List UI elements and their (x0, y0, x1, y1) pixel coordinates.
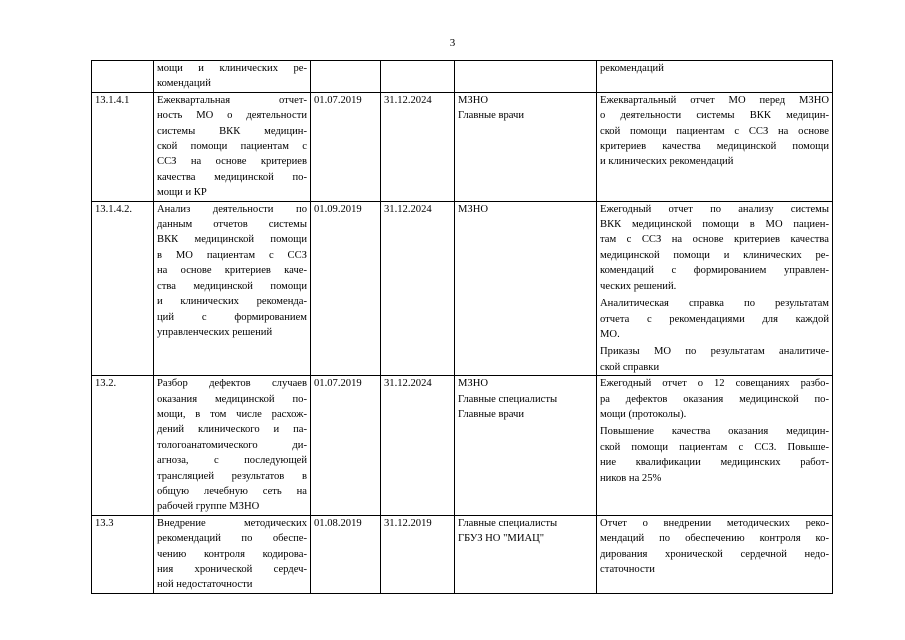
cell-line: чению контроля кодирова- (157, 548, 307, 560)
table-row (92, 376, 833, 516)
measure-name-cell (154, 376, 311, 516)
start-date: 01.09.2019 (314, 203, 362, 215)
row-number-cell (92, 92, 154, 201)
cell-line: Главные специалисты (458, 393, 558, 405)
cell-line: МО. (600, 328, 620, 340)
result-paragraph (600, 296, 829, 342)
result-paragraph (600, 61, 829, 76)
cell-line: и клинических рекомендаций (600, 156, 734, 168)
result-cell (597, 515, 833, 593)
cell-line: ность МО о деятельности (157, 110, 307, 122)
cell-line: Внедрение методических (157, 517, 307, 529)
end-date-cell (381, 515, 455, 593)
cell-line: ной недостаточности (157, 579, 253, 591)
cell-line: Приказы МО по результатам аналитиче- (600, 346, 829, 358)
cell-line: Разбор дефектов случаев (157, 378, 307, 390)
cell-line: агноза, с последующей (157, 455, 307, 467)
cell-line: медицинской помощи и клинических ре- (600, 249, 829, 261)
cell-line: ской помощи пациентам с ССЗ на основе (600, 125, 829, 137)
cell-line: рекомендаций (600, 63, 664, 74)
cell-line: о деятельности системы ВКК медицин- (600, 110, 829, 122)
table-body (92, 61, 833, 594)
cell-line: Ежегодный отчет по анализу системы (600, 203, 829, 215)
start-date-cell (311, 201, 381, 375)
cell-line: Ежегодный отчет о 12 совещаниях разбо- (600, 378, 829, 390)
cell-line: мощи и клинических ре- (157, 63, 307, 74)
cell-line: комендаций с формированием управлен- (600, 265, 829, 277)
responsible-cell (455, 515, 597, 593)
cell-line: ГБУЗ НО "МИАЦ" (458, 533, 545, 545)
cell-line: в МО пациентам с ССЗ (157, 249, 307, 261)
start-date-cell (311, 376, 381, 516)
cell-line: там с ССЗ на основе критериев качества (600, 234, 829, 246)
end-date-cell (381, 61, 455, 93)
table-row (92, 92, 833, 201)
cell-line: управленческих решений (157, 326, 273, 338)
cell-line: на основе критериев каче- (157, 265, 307, 277)
responsible-cell (455, 376, 597, 516)
cell-line: Ежеквартальный отчет МО перед МЗНО (600, 94, 829, 106)
cell-line: ВКК медицинской помощи (157, 234, 307, 246)
end-date-cell (381, 201, 455, 375)
cell-line: МЗНО (458, 203, 489, 215)
row-number: 13.1.4.1 (95, 94, 130, 106)
cell-line: МЗНО (458, 94, 489, 106)
cell-line: рабочей группе МЗНО (157, 501, 260, 513)
cell-line: ской помощи пациентам с ССЗ. Повыше- (600, 441, 829, 453)
cell-line: ников на 25% (600, 472, 662, 484)
cell-line: Повышение качества оказания медицин- (600, 426, 829, 438)
row-number-cell (92, 515, 154, 593)
start-date-cell (311, 92, 381, 201)
cell-line: и клинических рекоменда- (157, 296, 307, 308)
cell-line: ССЗ на основе критериев (157, 156, 307, 168)
cell-line: статочности (600, 564, 655, 575)
cell-line: ние квалификации медицинских работ- (600, 457, 829, 469)
row-number-cell (92, 376, 154, 516)
cell-line: общую лечебную сеть на (157, 485, 307, 497)
result-paragraph (600, 376, 829, 422)
cell-line: рекомендаций по обеспе- (157, 533, 307, 545)
row-number-cell (92, 61, 154, 93)
measure-name-cell (154, 515, 311, 593)
responsible-cell (455, 92, 597, 201)
cell-line: данным отчетов системы (157, 219, 307, 231)
end-date: 31.12.2024 (384, 378, 432, 390)
start-date: 01.07.2019 (314, 94, 362, 106)
cell-line: комендаций (157, 78, 211, 90)
cell-line: дений клинического и па- (157, 424, 307, 436)
cell-line: ВКК медицинской помощи в МО пациен- (600, 219, 829, 231)
cell-line: мендаций по обеспечению контроля ко- (600, 533, 829, 545)
cell-line: дирования хронической сердечной недо- (600, 548, 829, 560)
cell-line: ской справки (600, 361, 660, 373)
row-number-cell (92, 201, 154, 375)
measure-name-cell (154, 61, 311, 93)
responsible-cell (455, 201, 597, 375)
end-date: 31.12.2024 (384, 203, 432, 215)
result-paragraph (600, 516, 829, 578)
measures-table (91, 60, 833, 594)
start-date-cell (311, 515, 381, 593)
measure-name-cell (154, 201, 311, 375)
end-date: 31.12.2019 (384, 517, 432, 529)
result-paragraph (600, 344, 829, 375)
cell-line: Главные врачи (458, 110, 525, 122)
cell-line: МЗНО (458, 378, 489, 390)
cell-line: мощи (протоколы). (600, 408, 687, 420)
table-row (92, 515, 833, 593)
result-cell (597, 92, 833, 201)
end-date-cell (381, 376, 455, 516)
cell-line: отчета с рекомендациями для каждой (600, 313, 829, 325)
cell-line: критериев качества медицинской помощи (600, 141, 829, 153)
cell-line: мощи и КР (157, 187, 207, 199)
cell-line: трансляцией результатов в (157, 470, 307, 482)
cell-line: Главные врачи (458, 408, 525, 420)
result-cell (597, 61, 833, 93)
end-date: 31.12.2024 (384, 94, 432, 106)
cell-line: Анализ деятельности по (157, 203, 307, 215)
cell-line: ской помощи пациентам с (157, 141, 307, 153)
cell-line: Аналитическая справка по результатам (600, 298, 829, 310)
cell-line: системы ВКК медицин- (157, 125, 307, 137)
cell-line: Ежеквартальная отчет- (157, 94, 307, 106)
cell-line: Отчет о внедрении методических реко- (600, 517, 829, 529)
start-date: 01.07.2019 (314, 378, 362, 390)
measure-name-cell (154, 92, 311, 201)
result-paragraph (600, 93, 829, 170)
result-paragraph (600, 202, 829, 294)
cell-line: оказания медицинской по- (157, 393, 307, 405)
start-date: 01.08.2019 (314, 517, 362, 529)
responsible-cell (455, 61, 597, 93)
cell-line: ческих решений. (600, 280, 677, 292)
result-cell (597, 376, 833, 516)
end-date-cell (381, 92, 455, 201)
row-number: 13.3 (95, 517, 114, 529)
row-number: 13.2. (95, 378, 117, 390)
row-number: 13.1.4.2. (95, 203, 133, 215)
cell-line: ций с формированием (157, 311, 307, 323)
cell-line: ра дефектов оказания медицинской по- (600, 393, 829, 405)
page-number: 3 (449, 37, 456, 49)
table-row (92, 201, 833, 375)
result-paragraph (600, 424, 829, 486)
table-row (92, 61, 833, 93)
start-date-cell (311, 61, 381, 93)
cell-line: ния хронической сердеч- (157, 564, 307, 575)
cell-line: ства медицинской помощи (157, 280, 307, 292)
cell-line: Главные специалисты (458, 517, 558, 529)
cell-line: мощи, в том числе расхож- (157, 408, 307, 420)
cell-line: качества медицинской по- (157, 171, 307, 183)
result-cell (597, 201, 833, 375)
cell-line: тологоанатомического ди- (157, 439, 307, 451)
